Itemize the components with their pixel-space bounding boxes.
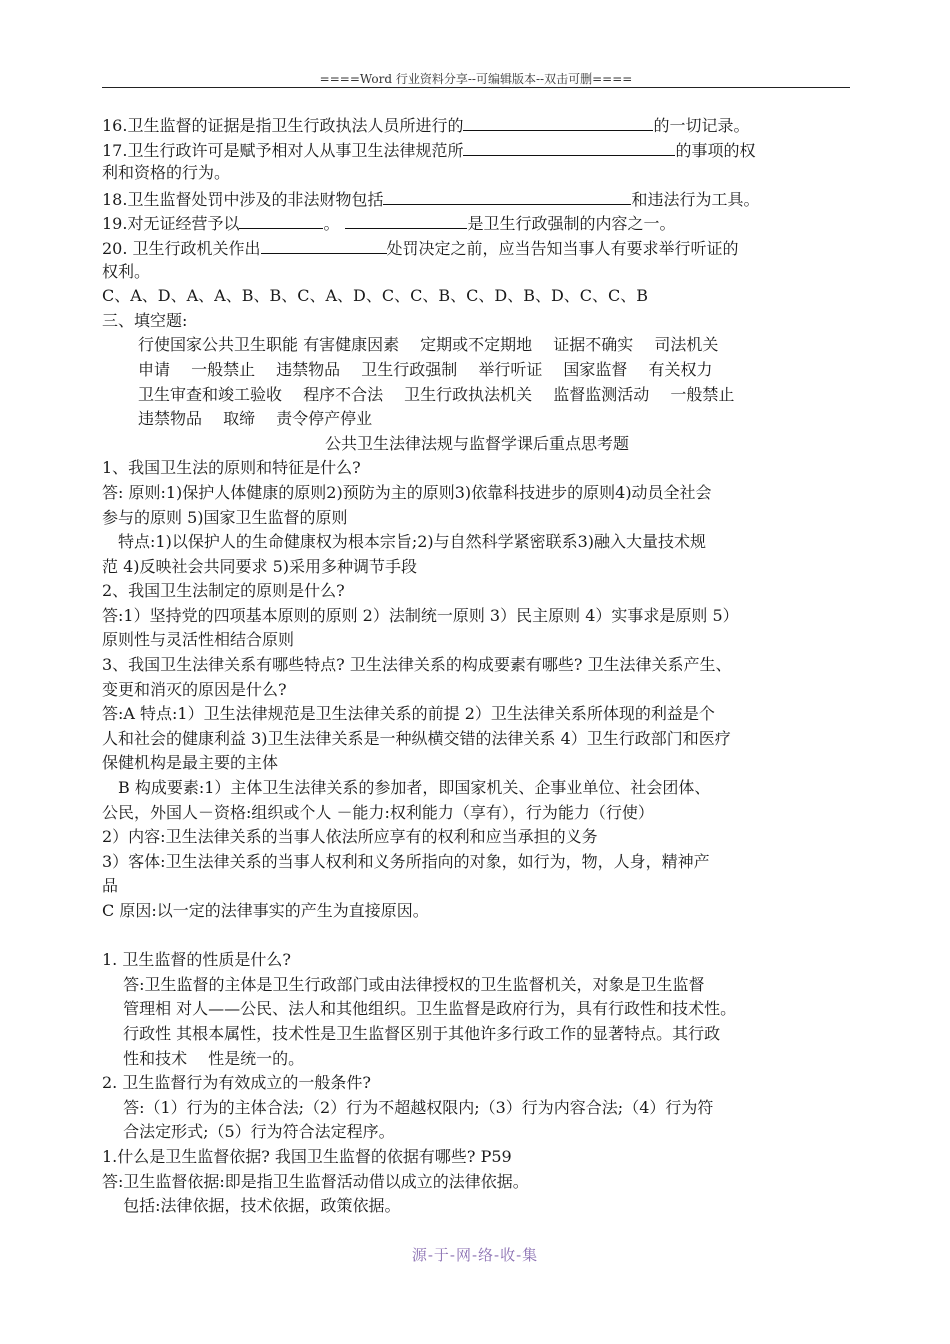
qa-line: 2. 卫生监督行为有效成立的一般条件? <box>102 1073 371 1093</box>
header-divider <box>102 87 850 88</box>
blank-line <box>102 924 852 949</box>
qa-line: 性和技术 性是统一的。 <box>102 1048 305 1068</box>
fill-section-title: 三、填空题: <box>102 310 188 330</box>
qa-line: 变更和消灭的原因是什么? <box>102 679 287 699</box>
question-20: 20. 卫生行政机关作出 处罚决定之前，应当告知当事人有要求举行听证的 <box>102 235 852 260</box>
qa-line: 1.什么是卫生监督依据? 我国卫生监督的依据有哪些? P59 <box>102 1146 512 1166</box>
fill-answers-line: 行使国家公共卫生职能 有害健康因素 定期或不定期地 证据不确实 司法机关 <box>138 335 719 355</box>
qa-line: 人和社会的健康利益 3)卫生法律关系是一种纵横交错的法律关系 4）卫生行政部门和医疗 <box>102 728 731 748</box>
qa-line: 答:1）坚持党的四项基本原则的原则 2）法制统一原则 3）民主原则 4）实事求是原则 5） <box>102 605 739 625</box>
qa-line: 1、我国卫生法的原则和特征是什么? <box>102 458 361 478</box>
answer-blank <box>345 210 467 229</box>
question-20-continued: 权利。 <box>102 261 151 281</box>
qa-line: 答:A 特点:1）卫生法律规范是卫生法律关系的前提 2）卫生法律关系所体现的利益是个 <box>102 704 715 724</box>
qa-line: 范 4)反映社会共同要求 5)采用多种调节手段 <box>102 556 418 576</box>
qa-line: 管理相 对人——公民、法人和其他组织。卫生监督是政府行为，具有行政性和技术性。 <box>102 999 737 1019</box>
section-heading: 公共卫生法律法规与监督学课后重点思考题 <box>324 433 629 453</box>
answer-blank <box>261 235 387 254</box>
answer-blank <box>239 210 323 229</box>
qa-line: 特点:1)以保护人的生命健康权为根本宗旨;2)与自然科学紧密联系3)融入大量技术规 <box>102 532 707 552</box>
qa-line: 参与的原则 5)国家卫生监督的原则 <box>102 507 348 527</box>
qa-line: 合法定形式;（5）行为符合法定程序。 <box>102 1122 395 1142</box>
qa-line: 行政性 其根本属性，技术性是卫生监督区别于其他许多行政工作的显著特点。其行政 <box>102 1023 721 1043</box>
question-17: 17.卫生行政许可是赋予相对人从事卫生法律规范所 的事项的权 <box>102 137 852 162</box>
answer-blank <box>463 112 653 131</box>
qa-line: 答:（1）行为的主体合法;（2）行为不超越权限内;（3）行为内容合法;（4）行为符 <box>102 1097 714 1117</box>
qa-line: 答:卫生监督依据:即是指卫生监督活动借以成立的法律依据。 <box>102 1171 529 1191</box>
fill-answers-line: 申请 一般禁止 违禁物品 卫生行政强制 举行听证 国家监督 有关权力 <box>138 359 713 379</box>
qa-line: B 构成要素:1）主体卫生法律关系的参加者，即国家机关、企事业单位、社会团体、 <box>102 778 711 798</box>
answer-blank <box>463 137 675 156</box>
qa-line: C 原因:以一定的法律事实的产生为直接原因。 <box>102 901 429 920</box>
qa-line: 2）内容:卫生法律关系的当事人依法所应享有的权利和应当承担的义务 <box>102 827 598 847</box>
qa-line: 保健机构是最主要的主体 <box>102 753 279 773</box>
page-header: ====Word 行业资料分享--可编辑版本--双击可删==== <box>319 72 633 86</box>
qa-line: 答: 原则:1)保护人体健康的原则2)预防为主的原则3)依靠科技进步的原则4)动员全社会 <box>102 482 712 502</box>
qa-line: 3、我国卫生法律关系有哪些特点? 卫生法律关系的构成要素有哪些? 卫生法律关系产生、 <box>102 655 732 675</box>
qa-line: 2、我国卫生法制定的原则是什么? <box>102 581 345 601</box>
qa-line: 1. 卫生监督的性质是什么? <box>102 950 291 970</box>
qa-line: 答:卫生监督的主体是卫生行政部门或由法律授权的卫生监督机关，对象是卫生监督 <box>102 974 705 994</box>
fill-answers-line: 卫生审查和竣工验收 程序不合法 卫生行政执法机关 监督监测活动 一般禁止 <box>138 384 735 404</box>
qa-line: 3）客体:卫生法律关系的当事人权利和义务所指向的对象，如行为，物，人身，精神产 <box>102 851 710 871</box>
question-19: 19.对无证经营予以 。 是卫生行政强制的内容之一。 <box>102 210 852 235</box>
qa-line: 公民，外国人－资格:组织或个人 －能力:权利能力（享有），行为能力（行使） <box>102 802 654 822</box>
qa-line: 品 <box>102 876 119 896</box>
page-footer: 源-于-网-络-收-集 <box>411 1246 539 1264</box>
qa-line: 包括:法律依据，技术依据，政策依据。 <box>102 1196 401 1216</box>
answer-blank <box>383 186 631 205</box>
document-body <box>102 112 852 1219</box>
question-18: 18.卫生监督处罚中涉及的非法财物包括 和违法行为工具。 <box>102 186 852 211</box>
fill-answers-line: 违禁物品 取缔 责令停产停业 <box>138 409 373 429</box>
question-17-continued: 利和资格的行为。 <box>102 163 231 183</box>
question-16: 16.卫生监督的证据是指卫生行政执法人员所进行的 的一切记录。 <box>102 112 852 137</box>
qa-line: 原则性与灵活性相结合原则 <box>102 630 295 650</box>
choice-answer-key: C、A、D、A、A、B、B、C、A、D、C、C、B、C、D、B、D、C、C、B <box>102 286 649 306</box>
